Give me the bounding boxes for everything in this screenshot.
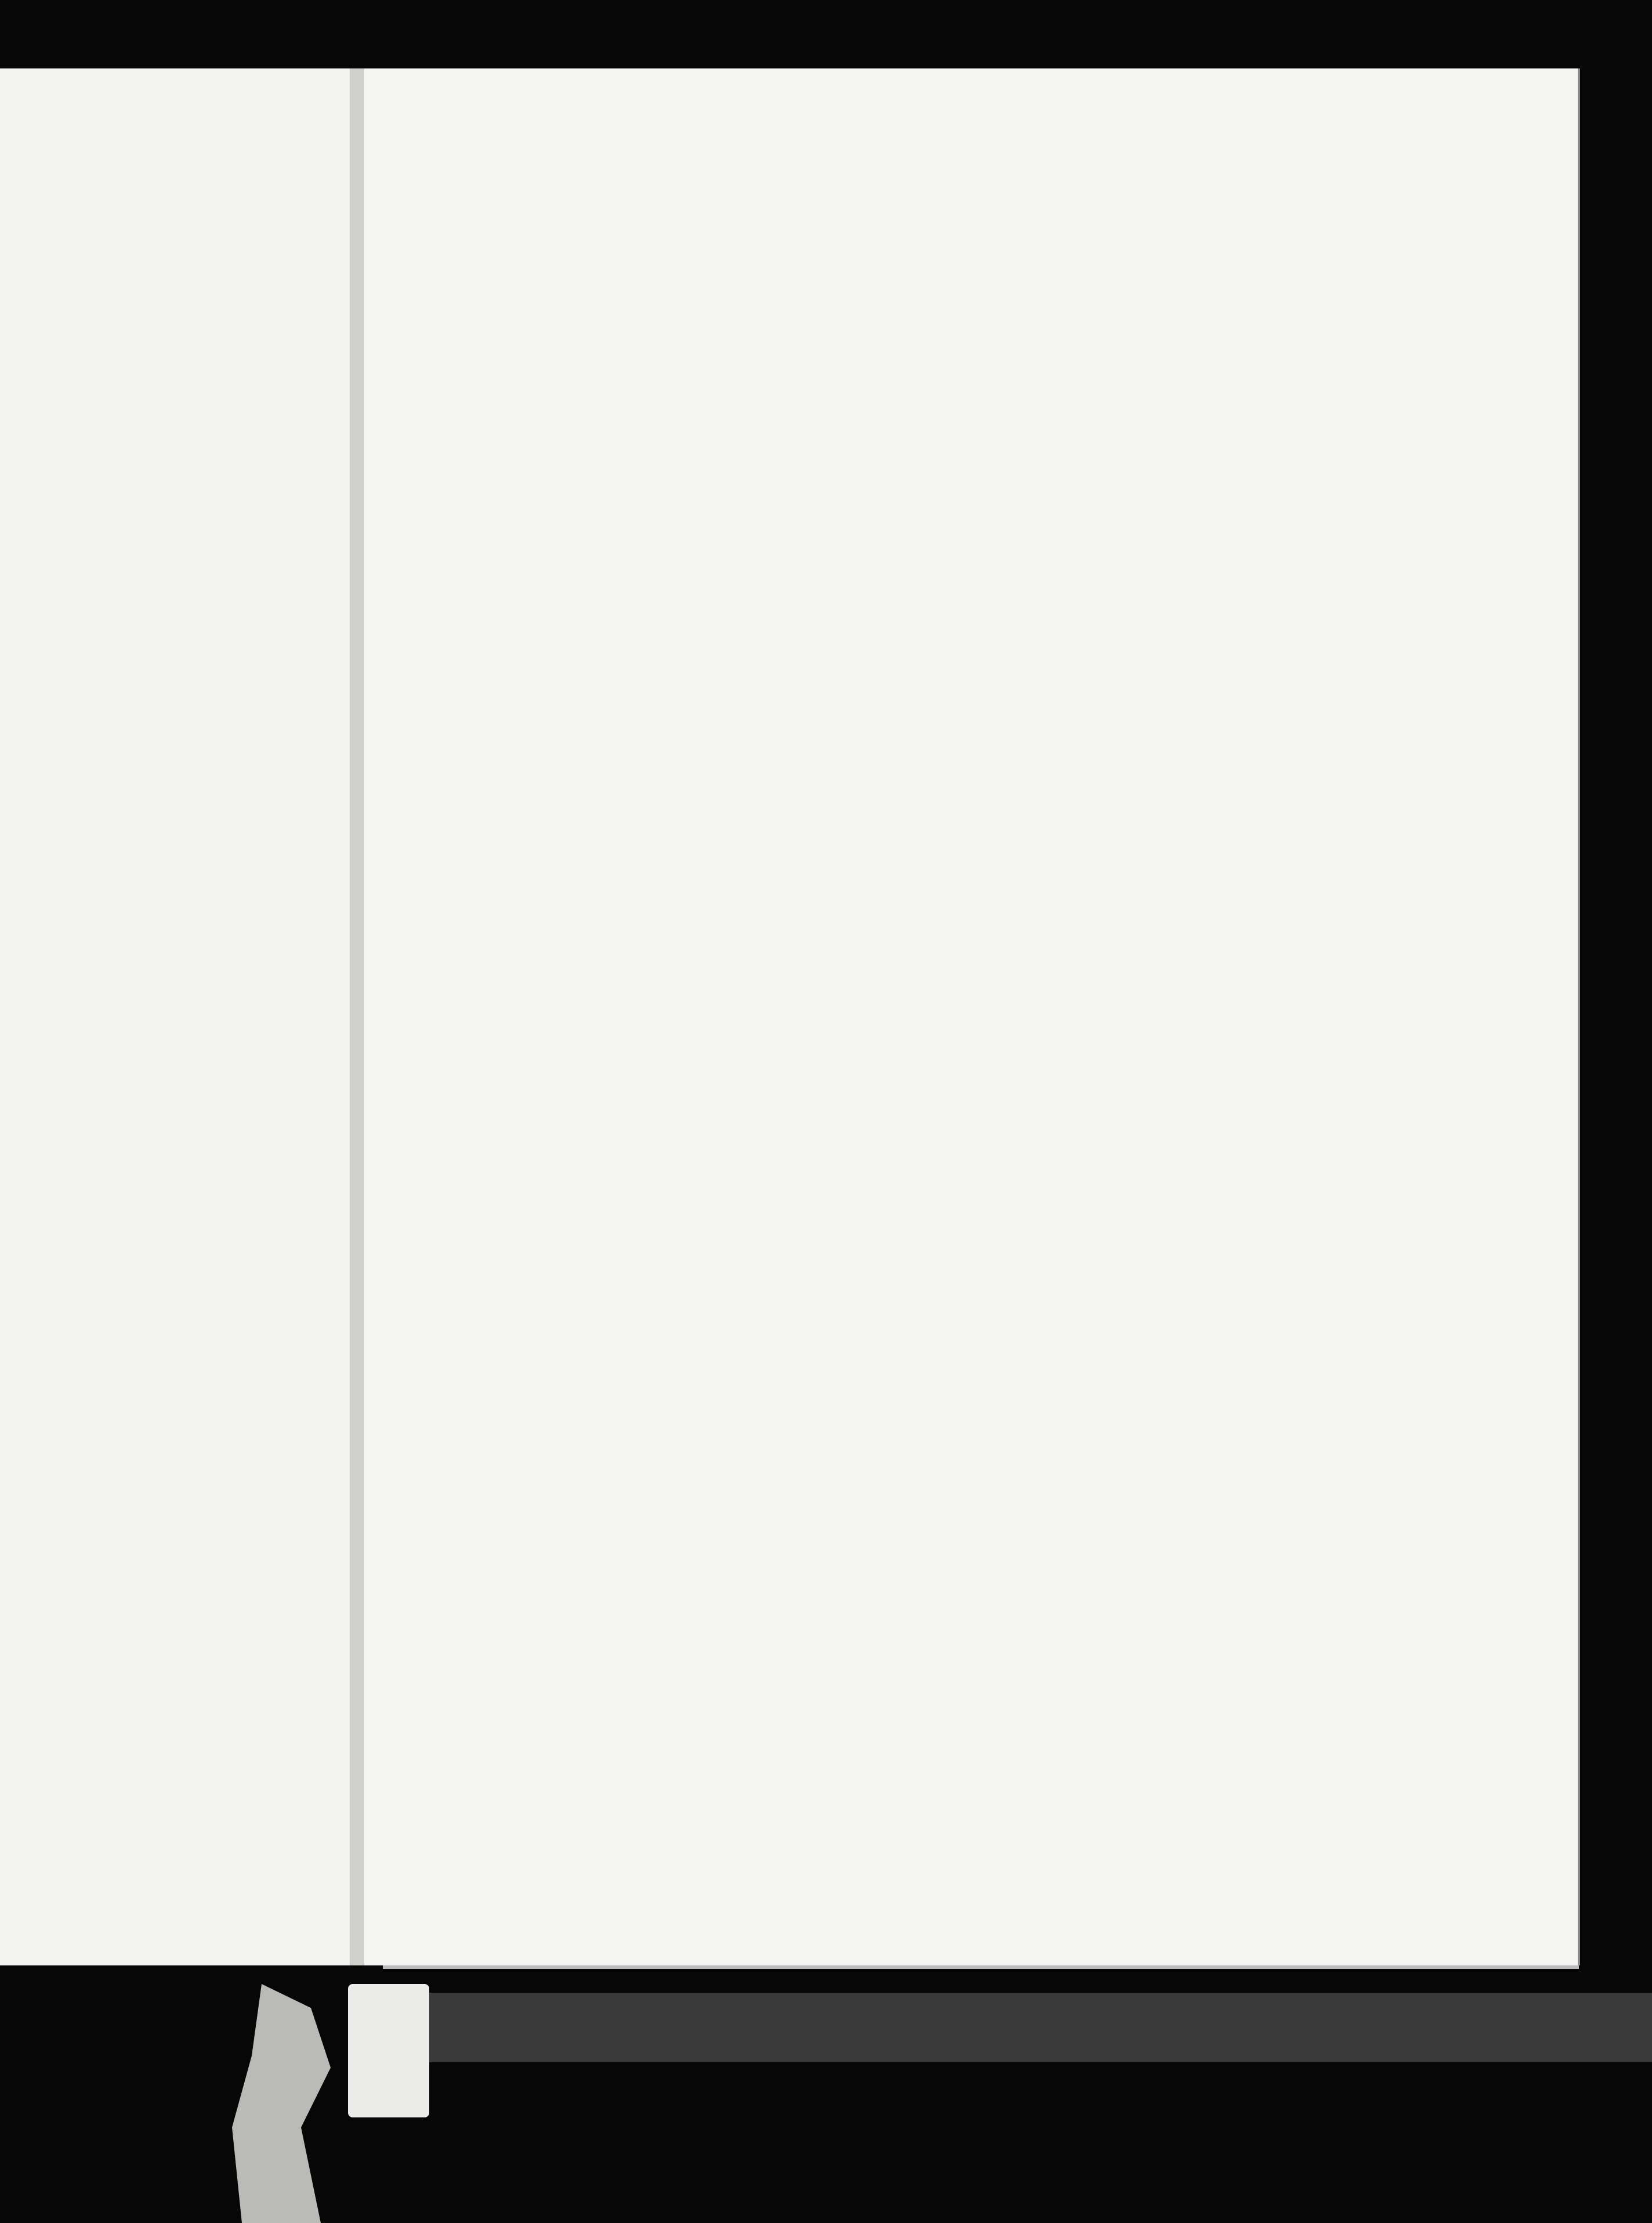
page-bottom-edge [383, 1965, 1579, 1969]
scan-edge-fragment [232, 1984, 331, 2223]
scan-edge-tab [348, 1984, 429, 2117]
scan-bottom-strip [429, 1993, 1652, 2062]
right-page [364, 68, 1580, 1965]
left-page [0, 68, 350, 1965]
book-gutter [350, 68, 364, 1965]
